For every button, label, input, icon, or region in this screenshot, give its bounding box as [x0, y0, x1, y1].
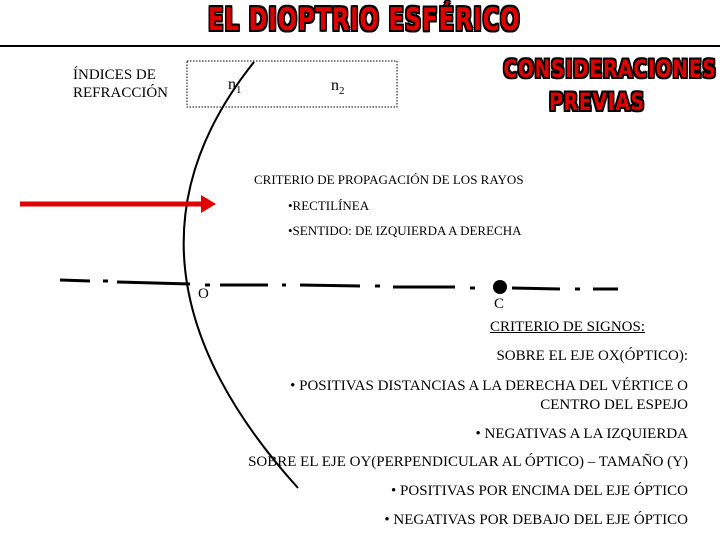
- signs-heading: CRITERIO DE SIGNOS:: [490, 319, 646, 335]
- vertex-label: O: [198, 286, 209, 302]
- n2-base: n: [331, 77, 339, 94]
- center-label: C: [494, 296, 505, 312]
- previas-banner-line-2: PREVIAS: [549, 88, 645, 116]
- previas-banner-line-1: CONSIDERACIONES: [503, 55, 717, 83]
- signs-positive-y: • POSITIVAS POR ENCIMA DEL EJE ÓPTICO: [391, 483, 688, 499]
- indices-label-line-2: REFRACCIÓN: [73, 85, 169, 101]
- signs-axis-x: SOBRE EL EJE OX(ÓPTICO):: [496, 348, 688, 364]
- optical-axis: [60, 280, 618, 289]
- page-title: EL DIOPTRIO ESFÉRICO: [208, 2, 521, 38]
- ray-arrowhead: [201, 195, 216, 213]
- signs-positive-x-line-1: • POSITIVAS DISTANCIAS A LA DERECHA DEL VÉRTICE O: [290, 378, 688, 394]
- center-point: [493, 280, 507, 294]
- indices-label: [73, 66, 168, 102]
- propagation-heading: CRITERIO DE PROPAGACIÓN DE LOS RAYOS: [254, 172, 524, 187]
- n1-base: n: [228, 76, 236, 93]
- n2-subscript: 2: [339, 85, 345, 98]
- dioptrio-surface: [184, 62, 298, 488]
- propagation-item-rectilinea: •RECTILÍNEA: [288, 198, 370, 213]
- signs-negative-x: • NEGATIVAS A LA IZQUIERDA: [475, 426, 688, 442]
- indices-label-line-1: ÍNDICES DE: [73, 67, 156, 83]
- n1-label: [228, 76, 242, 96]
- signs-positive-x-line-2: CENTRO DEL ESPEJO: [540, 397, 688, 413]
- signs-axis-y: SOBRE EL EJE OY(PERPENDICULAR AL ÓPTICO) – TAMAÑO (Y): [248, 454, 688, 470]
- signs-negative-y: • NEGATIVAS POR DEBAJO DEL EJE ÓPTICO: [384, 512, 688, 528]
- n1-subscript: 1: [236, 84, 242, 97]
- n2-label: [331, 77, 345, 97]
- propagation-item-sentido: •SENTIDO: DE IZQUIERDA A DERECHA: [288, 223, 522, 238]
- indices-box: [187, 61, 397, 107]
